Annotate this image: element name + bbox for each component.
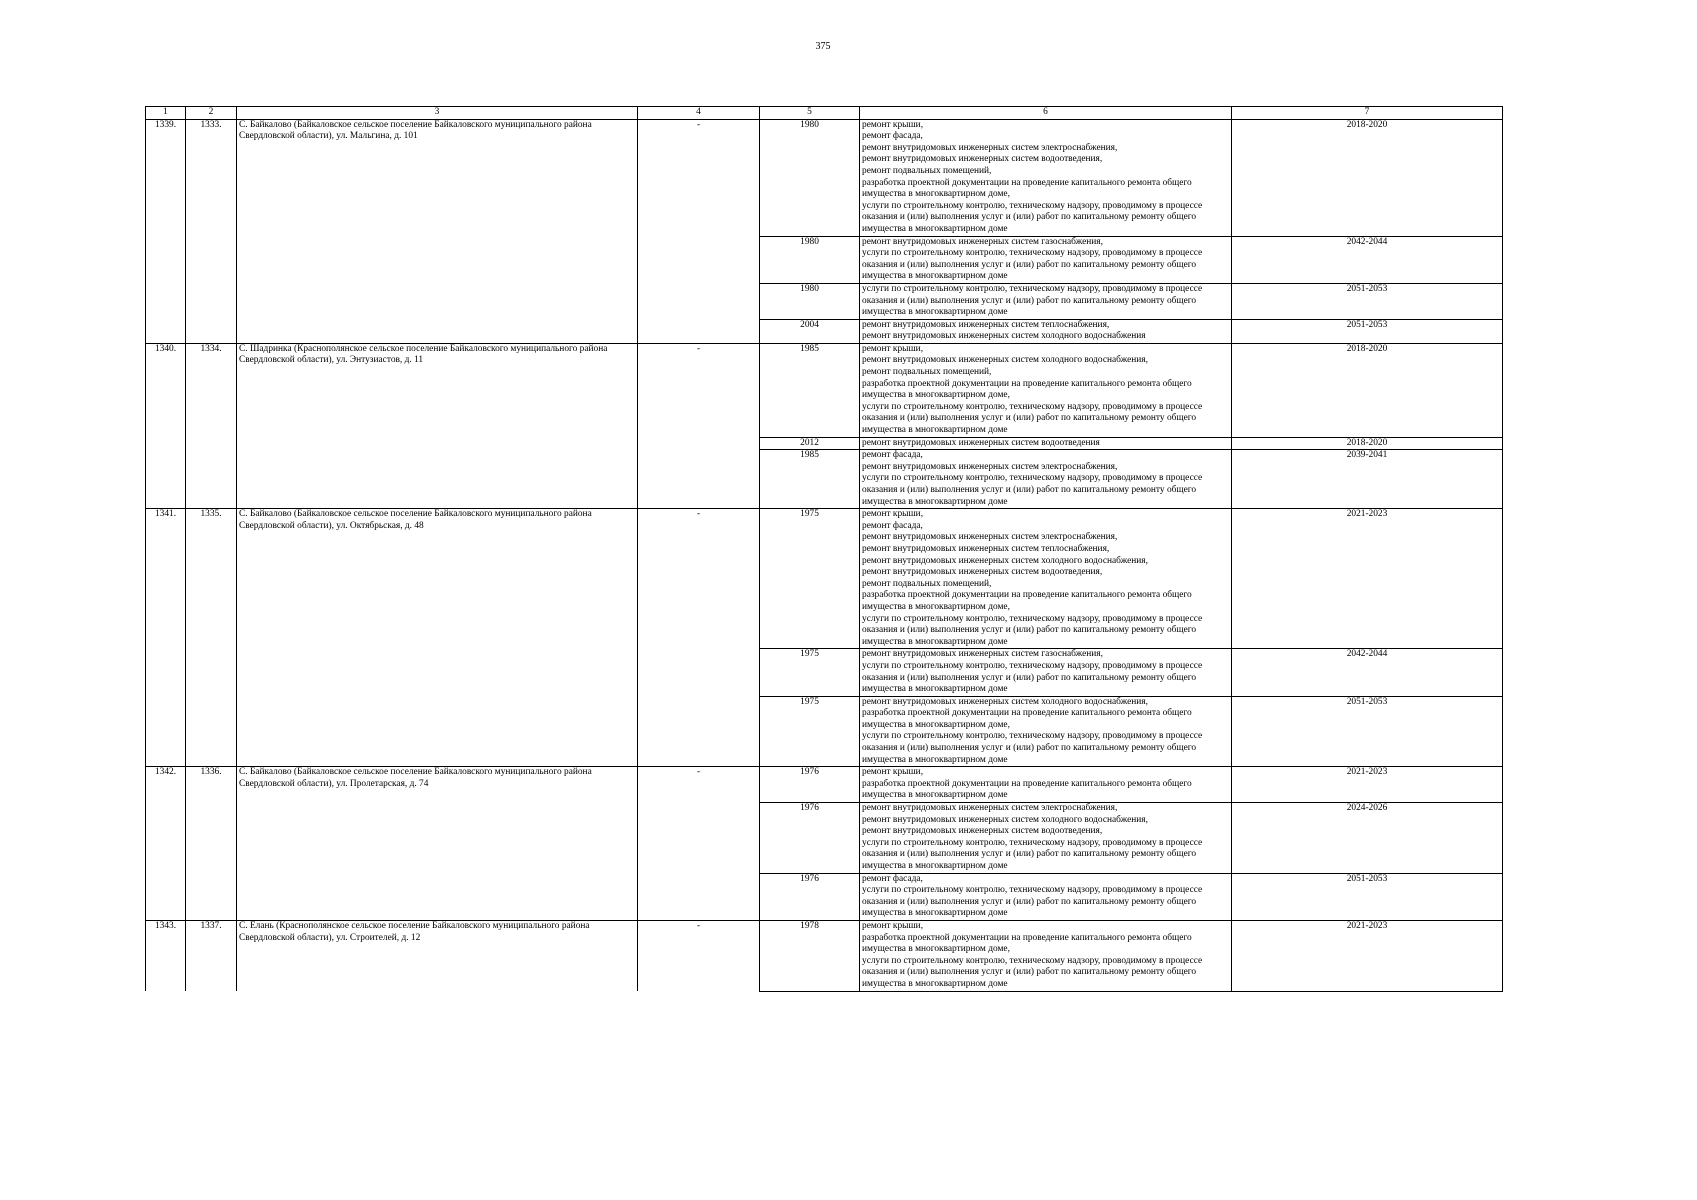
cell-col4: - <box>638 920 760 991</box>
cell-year: 1975 <box>760 696 860 767</box>
cell-year: 1985 <box>760 450 860 509</box>
cell-col4: - <box>638 509 760 767</box>
works-line: ремонт внутридомовых инженерных систем водоотведения, <box>862 154 1103 165</box>
register-table <box>145 106 1503 992</box>
cell-year: 1985 <box>760 343 860 437</box>
cell-house-number: 1335. <box>186 509 237 767</box>
cell-col4: - <box>638 119 760 343</box>
cell-col4: - <box>638 767 760 921</box>
works-line: ремонт крыши, <box>862 119 924 130</box>
works-line: ремонт фасада, <box>862 873 923 884</box>
works-line: услуги по строительному контролю, техническому надзору, проводимому в процессе <box>862 283 1203 294</box>
works-line: услуги по строительному контролю, техническому надзору, проводимому в процессе <box>862 473 1203 484</box>
works-line: оказания и (или) выполнения услуг и (или) работ по капитальному ремонту общего <box>862 625 1197 636</box>
works-line: ремонт внутридомовых инженерных систем водоотведения <box>862 437 1100 448</box>
works-line: имущества в многоквартирном доме <box>862 636 1008 647</box>
works-line: имущества в многоквартирном доме, <box>862 189 1010 200</box>
works-line: услуги по строительному контролю, техническому надзору, проводимому в процессе <box>862 955 1203 966</box>
works-line: оказания и (или) выполнения услуг и (или) работ по капитальному ремонту общего <box>862 295 1197 306</box>
cell-period: 2024-2026 <box>1232 803 1503 874</box>
works-line: имущества в многоквартирном доме <box>862 684 1008 695</box>
works-line: разработка проектной документации на проведение капитального ремонта общего <box>862 932 1192 943</box>
cell-address <box>237 343 638 508</box>
cell-works <box>860 920 1232 991</box>
table-row <box>146 767 1503 803</box>
works-line: имущества в многоквартирном доме <box>862 754 1008 765</box>
cell-period: 2051-2053 <box>1232 873 1503 920</box>
works-line: ремонт внутридомовых инженерных систем холодного водоснабжения <box>862 331 1146 342</box>
works-line: ремонт внутридомовых инженерных систем холодного водоснабжения, <box>862 814 1148 825</box>
works-line: оказания и (или) выполнения услуг и (или) работ по капитальному ремонту общего <box>862 413 1197 424</box>
works-line: имущества в многоквартирном доме, <box>862 601 1010 612</box>
works-line: ремонт крыши, <box>862 920 924 931</box>
cell-year: 1976 <box>760 803 860 874</box>
cell-col4: - <box>638 343 760 508</box>
cell-address <box>237 920 638 991</box>
cell-period: 2018-2020 <box>1232 119 1503 236</box>
cell-period: 2042-2044 <box>1232 236 1503 283</box>
cell-house-number: 1334. <box>186 343 237 508</box>
works-line: ремонт внутридомовых инженерных систем холодного водоснабжения, <box>862 355 1148 366</box>
address-line: Свердловской области), ул. Мальгина, д. 101 <box>239 131 418 142</box>
works-line: ремонт внутридомовых инженерных систем электроснабжения, <box>862 532 1118 543</box>
works-line: имущества в многоквартирном доме <box>862 271 1008 282</box>
cell-year: 1976 <box>760 767 860 803</box>
works-line: ремонт подвальных помещений, <box>862 165 992 176</box>
cell-works <box>860 119 1232 236</box>
address-line: С. Байкалово (Байкаловское сельское поселение Байкаловского муниципального района <box>239 509 592 520</box>
works-line: ремонт фасада, <box>862 131 923 142</box>
address-line: Свердловской области), ул. Энтузиастов, д. 11 <box>239 355 424 366</box>
header-col-3: 3 <box>237 107 638 120</box>
cell-record-number: 1341. <box>146 509 186 767</box>
cell-year: 1980 <box>760 119 860 236</box>
header-col-5: 5 <box>760 107 860 120</box>
works-line: оказания и (или) выполнения услуг и (или) работ по капитальному ремонту общего <box>862 743 1197 754</box>
cell-period: 2042-2044 <box>1232 649 1503 696</box>
cell-works <box>860 649 1232 696</box>
cell-year: 1980 <box>760 236 860 283</box>
works-line: разработка проектной документации на проведение капитального ремонта общего <box>862 708 1192 719</box>
header-col-2: 2 <box>186 107 237 120</box>
cell-record-number: 1340. <box>146 343 186 508</box>
works-line: имущества в многоквартирном доме <box>862 861 1008 871</box>
table-header <box>146 107 1503 120</box>
works-line: ремонт внутридомовых инженерных систем водоотведения, <box>862 567 1103 578</box>
header-col-6: 6 <box>860 107 1232 120</box>
works-line: ремонт внутридомовых инженерных систем теплоснабжения, <box>862 319 1110 330</box>
cell-address <box>237 509 638 767</box>
cell-year: 1980 <box>760 283 860 319</box>
cell-year: 1975 <box>760 509 860 649</box>
cell-record-number: 1343. <box>146 920 186 991</box>
cell-address <box>237 767 638 921</box>
works-line: разработка проектной документации на проведение капитального ремонта общего <box>862 177 1192 188</box>
cell-year: 2004 <box>760 319 860 343</box>
cell-house-number: 1333. <box>186 119 237 343</box>
cell-works <box>860 450 1232 509</box>
table-body <box>146 119 1503 991</box>
cell-record-number: 1339. <box>146 119 186 343</box>
works-line: имущества в многоквартирном доме <box>862 425 1008 436</box>
works-line: имущества в многоквартирном доме <box>862 496 1008 507</box>
cell-period: 2051-2053 <box>1232 283 1503 319</box>
cell-period: 2018-2020 <box>1232 343 1503 437</box>
works-line: имущества в многоквартирном доме, <box>862 719 1010 730</box>
works-line: разработка проектной документации на проведение капитального ремонта общего <box>862 378 1192 389</box>
works-line: услуги по строительному контролю, техническому надзору, проводимому в процессе <box>862 660 1203 671</box>
works-line: ремонт внутридомовых инженерных систем электроснабжения, <box>862 803 1118 814</box>
table-row <box>146 119 1503 236</box>
cell-works <box>860 319 1232 343</box>
cell-period: 2021-2023 <box>1232 767 1503 803</box>
address-line: Свердловской области), ул. Строителей, д. 12 <box>239 932 421 943</box>
works-line: услуги по строительному контролю, техническому надзору, проводимому в процессе <box>862 613 1203 624</box>
cell-works <box>860 803 1232 874</box>
works-line: ремонт внутридомовых инженерных систем электроснабжения, <box>862 461 1118 472</box>
address-line: Свердловской области), ул. Пролетарская, д. 74 <box>239 778 429 789</box>
works-line: услуги по строительному контролю, техническому надзору, проводимому в процессе <box>862 837 1203 848</box>
works-line: ремонт крыши, <box>862 343 924 354</box>
works-line: оказания и (или) выполнения услуг и (или) работ по капитальному ремонту общего <box>862 849 1197 860</box>
cell-house-number: 1337. <box>186 920 237 991</box>
cell-works <box>860 696 1232 767</box>
works-line: услуги по строительному контролю, техническому надзору, проводимому в процессе <box>862 731 1203 742</box>
cell-year: 1978 <box>760 920 860 991</box>
works-line: ремонт внутридомовых инженерных систем газоснабжения, <box>862 649 1103 660</box>
cell-period: 2018-2020 <box>1232 437 1503 450</box>
table-row <box>146 509 1503 649</box>
cell-works <box>860 767 1232 803</box>
cell-works <box>860 283 1232 319</box>
works-line: услуги по строительному контролю, техническому надзору, проводимому в процессе <box>862 248 1203 259</box>
works-line: оказания и (или) выполнения услуг и (или) работ по капитальному ремонту общего <box>862 485 1197 495</box>
works-line: оказания и (или) выполнения услуг и (или) работ по капитальному ремонту общего <box>862 212 1197 223</box>
works-line: ремонт фасада, <box>862 520 923 531</box>
works-line: оказания и (или) выполнения услуг и (или) работ по капитальному ремонту общего <box>862 896 1197 907</box>
works-line: ремонт крыши, <box>862 509 924 520</box>
works-line: ремонт внутридомовых инженерных систем теплоснабжения, <box>862 543 1110 554</box>
page-number: 375 <box>815 41 831 52</box>
cell-address <box>237 119 638 343</box>
works-line: оказания и (или) выполнения услуг и (или) работ по капитальному ремонту общего <box>862 672 1197 683</box>
works-line: имущества в многоквартирном доме <box>862 790 1008 801</box>
header-col-1: 1 <box>146 107 186 120</box>
works-line: услуги по строительному контролю, техническому надзору, проводимому в процессе <box>862 401 1203 412</box>
table-row <box>146 920 1503 991</box>
works-line: имущества в многоквартирном доме <box>862 223 1008 234</box>
works-line: имущества в многоквартирном доме, <box>862 390 1010 401</box>
header-col-4: 4 <box>638 107 760 120</box>
address-line: С. Байкалово (Байкаловское сельское поселение Байкаловского муниципального района <box>239 767 592 778</box>
works-line: оказания и (или) выполнения услуг и (или) работ по капитальному ремонту общего <box>862 259 1197 270</box>
works-line: ремонт внутридомовых инженерных систем холодного водоснабжения, <box>862 555 1148 566</box>
works-line: оказания и (или) выполнения услуг и (или) работ по капитальному ремонту общего <box>862 967 1197 978</box>
works-line: имущества в многоквартирном доме, <box>862 944 1010 955</box>
cell-period: 2021-2023 <box>1232 920 1503 991</box>
works-line: ремонт внутридомовых инженерных систем газоснабжения, <box>862 236 1103 247</box>
header-col-7: 7 <box>1232 107 1503 120</box>
cell-period: 2021-2023 <box>1232 509 1503 649</box>
cell-works <box>860 509 1232 649</box>
cell-period: 2051-2053 <box>1232 319 1503 343</box>
works-line: ремонт крыши, <box>862 767 924 778</box>
address-line: С. Шадринка (Краснополянское сельское поселение Байкаловского муниципального района <box>239 343 608 354</box>
works-line: ремонт внутридомовых инженерных систем электроснабжения, <box>862 142 1118 153</box>
cell-record-number: 1342. <box>146 767 186 921</box>
works-line: ремонт внутридомовых инженерных систем холодного водоснабжения, <box>862 696 1148 707</box>
address-line: Свердловской области), ул. Октябрьская, д. 48 <box>239 520 424 531</box>
cell-works <box>860 873 1232 920</box>
works-line: ремонт внутридомовых инженерных систем водоотведения, <box>862 826 1103 837</box>
works-line: ремонт фасада, <box>862 450 923 461</box>
works-line: разработка проектной документации на проведение капитального ремонта общего <box>862 778 1192 789</box>
table-row <box>146 343 1503 437</box>
works-line: имущества в многоквартирном доме <box>862 908 1008 919</box>
works-line: услуги по строительному контролю, техническому надзору, проводимому в процессе <box>862 200 1203 211</box>
works-line: ремонт подвальных помещений, <box>862 578 992 589</box>
cell-works <box>860 236 1232 283</box>
address-line: С. Елань (Краснополянское сельское поселение Байкаловского муниципального района <box>239 920 590 931</box>
cell-works <box>860 437 1232 450</box>
cell-period: 2039-2041 <box>1232 450 1503 509</box>
works-line: разработка проектной документации на проведение капитального ремонта общего <box>862 590 1192 601</box>
cell-year: 1975 <box>760 649 860 696</box>
cell-year: 2012 <box>760 437 860 450</box>
cell-period: 2051-2053 <box>1232 696 1503 767</box>
works-line: имущества в многоквартирном доме <box>862 307 1008 318</box>
header-row <box>146 107 1503 120</box>
cell-year: 1976 <box>760 873 860 920</box>
cell-works <box>860 343 1232 437</box>
works-line: ремонт подвальных помещений, <box>862 367 992 378</box>
works-line: услуги по строительному контролю, техническому надзору, проводимому в процессе <box>862 885 1203 896</box>
address-line: С. Байкалово (Байкаловское сельское поселение Байкаловского муниципального района <box>239 119 592 130</box>
works-line: имущества в многоквартирном доме <box>862 978 1008 989</box>
cell-house-number: 1336. <box>186 767 237 921</box>
